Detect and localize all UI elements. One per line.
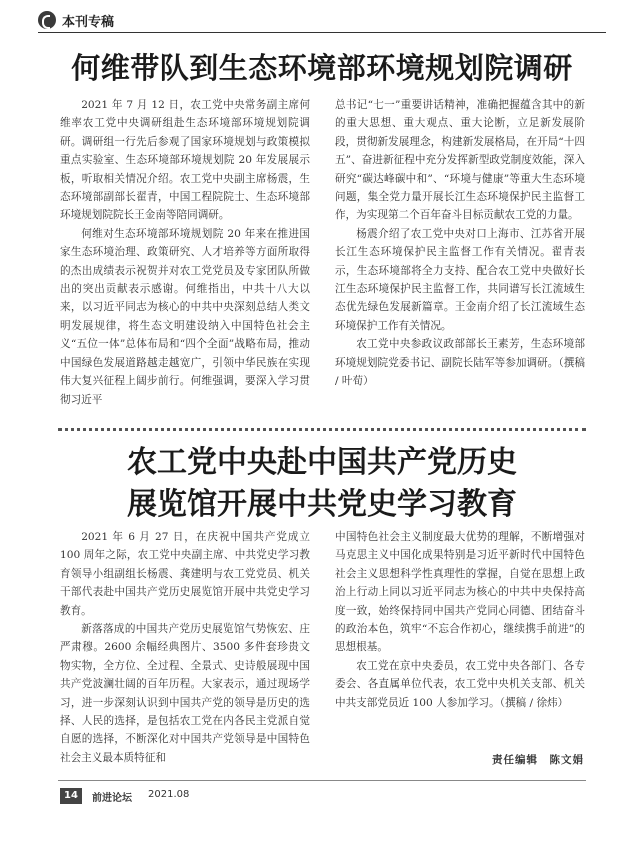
responsible-editor: 责任编辑 陈文娟 (492, 754, 584, 766)
article2-paragraph: 农工党在京中央委员，农工党中央各部门、各专委会、各直属单位代表，农工党中央机关支部、机关中共支部党员近 100 人参加学习。（撰稿 / 徐炜） (335, 659, 585, 709)
article1-paragraph: 何维对生态环境部环境规划院 20 年来在推进国家生态环境治理、政策研究、人才培养等方面所取得的杰出成绩表示祝贺并对农工党党员及专家团队所做出的突出贡献表示感谢。何维指出，中共十八大以来，以习近平同志为核心的中共中央深刻总结人类文明发展规律，将生态文明建设纳入中国特色社会主义“五位一体”总体布局和“四个全面”战略布局，推动中国绿色发展道路越走越宽广，引领中华民族在实现伟大复兴征程上阔步前行。何维强调，要深入学习贯彻习近平 (60, 227, 310, 406)
article1-left-column (60, 96, 310, 409)
article1-right-column (335, 96, 585, 391)
article1-title: 何维带队到生态环境部环境规划院调研 (71, 51, 573, 85)
article2-title-line2: 展览馆开展中共党史学习教育 (127, 487, 517, 522)
section-label: 本刊专稿 (62, 15, 115, 30)
article2-paragraph: 中国特色社会主义制度最大优势的理解，不断增强对马克思主义中国化成果特别是习近平新时代中国特色社会主义思想科学性真理性的掌握，自觉在思想上政治上行动上同以习近平同志为核心的中共中央保持高度一致，始终保持同中国共产党同心同德、团结奋斗的政治本色，筑牢“不忘合作初心，继续携手前进”的思想根基。 (335, 531, 585, 654)
article1-paragraph: 农工党中央参政议政部部长王素芳，生态环境部环境规划院党委书记、副院长陆军等参加调研。（撰稿 / 叶荀） (335, 338, 585, 388)
header-rule (38, 32, 606, 33)
page-header (38, 9, 606, 33)
article2-title (38, 442, 606, 526)
issue-number: 2021.08 (148, 789, 190, 800)
article2-title-line1: 农工党中央赴中国共产党历史 (127, 445, 517, 480)
article2-paragraph: 2021 年 6 月 27 日，在庆祝中国共产党成立 100 周年之际，农工党中央副主席、中共党史学习教育领导小组副组长杨震、龚建明与农工党党员、机关干部代表赴中国共产党历史展览馆开展中共党史学习教育。 (60, 531, 310, 617)
article2-right-column (335, 528, 585, 712)
magazine-name: 前进论坛 (92, 793, 132, 804)
footer-rule (58, 780, 586, 781)
article2-paragraph: 新落落成的中国共产党历史展览馆气势恢宏、庄严肃穆。2600 余幅经典图片、3500 多件套珍贵文物实物，全方位、全过程、全景式、史诗般展现中国共产党波澜壮阔的百年历程。大家表示，通过现场学习，进一步深刻认识到中国共产党的领导是历史的选择、人民的选择，是包括农工党在内各民主党派自觉自愿的选择，不断深化对中国共产党领导是中国特色社会主义最本质特征和 (60, 623, 310, 764)
article1-paragraph: 2021 年 7 月 12 日，农工党中央常务副主席何维率农工党中央调研组赴生态环境部环境规划院调研。调研组一行先后参观了国家环境规划与政策模拟重点实验室、生态环境部环境规划院 20 年发展展示板，听取相关情况介绍。农工党中央副主席杨震，生态环境部副部长翟青，中国工程院院士、生态环境部环境规划院院长王金南等陪同调研。 (60, 99, 310, 222)
page-number: 14 (60, 788, 82, 804)
article1-paragraph: 总书记“七一”重要讲话精神，准确把握蕴含其中的新的重大思想、重大观点、重大论断，立足新发展阶段，贯彻新发展理念，构建新发展格局，在开局“十四五”、奋进新征程中充分发挥新型政党制度效能，深入研究“碳达峰碳中和”、“环境与健康”等重大生态环境问题，集全党力量开展长江生态环境保护民主监督工作，为实现第二个百年奋斗目标贡献农工党的力量。 (335, 99, 585, 222)
article1-paragraph: 杨震介绍了农工党中央对口上海市、江苏省开展长江生态环境保护民主监督工作有关情况。翟青表示，生态环境部将全力支持、配合农工党中央做好长江生态环境保护民主监督工作，共同谱写长江流域生态优先绿色发展新篇章。王金南介绍了长江流域生态环境保护工作有关情况。 (335, 227, 585, 332)
article2-left-column (60, 528, 310, 767)
article-divider (58, 428, 586, 431)
magazine-logo-icon (38, 11, 56, 29)
